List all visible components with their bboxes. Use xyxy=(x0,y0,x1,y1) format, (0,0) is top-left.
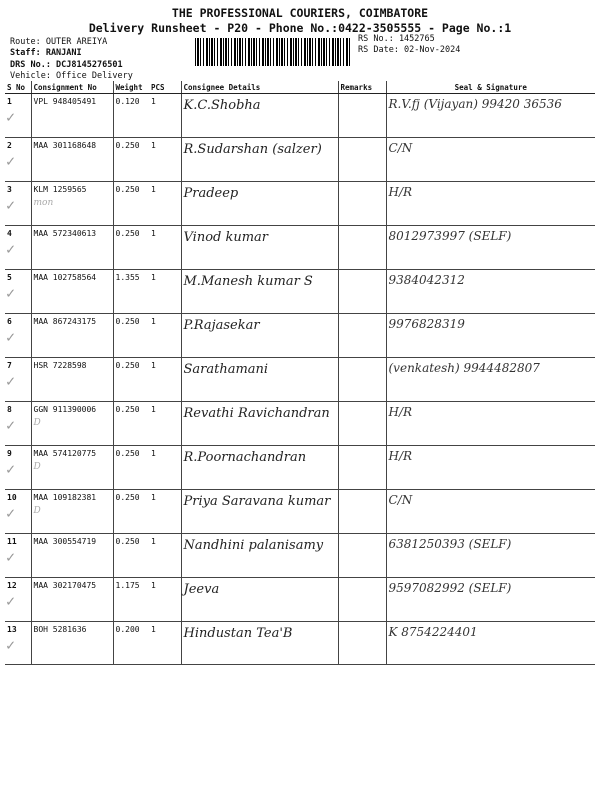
table-row xyxy=(5,490,595,534)
row-sno xyxy=(5,226,31,270)
row-consignment-no-text: MAA 302170475 xyxy=(33,581,97,590)
row-consignee-text: Revathi Ravichandran xyxy=(183,406,330,421)
row-sno xyxy=(5,270,31,314)
col-header-remarks: Remarks xyxy=(338,81,386,94)
table-row xyxy=(5,226,595,270)
row-consignment-no xyxy=(31,446,113,490)
row-consignment-no xyxy=(31,490,113,534)
row-pcs xyxy=(149,94,181,138)
row-signature xyxy=(386,226,595,270)
row-signature xyxy=(386,490,595,534)
check-mark-icon: ✓ xyxy=(6,636,16,654)
check-mark-icon: ✓ xyxy=(6,372,16,390)
row-consignment-no-text: VPL 948405491 xyxy=(33,97,97,106)
row-weight-text: 0.200 xyxy=(115,625,140,634)
row-consignee xyxy=(181,182,338,226)
row-consignment-no xyxy=(31,622,113,665)
vehicle-info: Vehicle: Office Delivery xyxy=(10,71,133,81)
row-sno-text: 11 xyxy=(7,537,17,546)
row-signature xyxy=(386,446,595,490)
row-sno xyxy=(5,534,31,578)
row-sno-text: 8 xyxy=(7,405,12,414)
check-mark-icon: ✓ xyxy=(6,196,16,214)
row-weight-text: 0.250 xyxy=(115,449,140,458)
row-remarks xyxy=(338,490,386,534)
row-weight-text: 0.120 xyxy=(115,97,140,106)
barcode-icon xyxy=(195,38,350,66)
row-sno-text: 2 xyxy=(7,141,12,150)
row-signature xyxy=(386,622,595,665)
row-consignee-text: Hindustan Tea'B xyxy=(183,626,293,641)
row-signature xyxy=(386,314,595,358)
row-consignment-no-text: MAA 102758564 xyxy=(33,273,97,282)
row-consignee xyxy=(181,270,338,314)
row-consignment-no-text: HSR 7228598 xyxy=(33,361,87,370)
row-pcs xyxy=(149,534,181,578)
row-pcs xyxy=(149,358,181,402)
row-sno-text: 9 xyxy=(7,449,12,458)
row-sno-text: 7 xyxy=(7,361,12,370)
row-consignment-no xyxy=(31,270,113,314)
row-sno-text: 6 xyxy=(7,317,12,326)
row-signature-text: H/R xyxy=(388,405,413,419)
row-consignee-text: Pradeep xyxy=(183,186,239,201)
row-signature-text: H/R xyxy=(388,449,413,463)
row-pcs xyxy=(149,490,181,534)
table-row xyxy=(5,182,595,226)
row-weight-text: 0.250 xyxy=(115,185,140,194)
col-header-weight: Weight xyxy=(113,81,149,94)
staff-info: Staff: RANJANI xyxy=(10,48,82,58)
row-consignment-no xyxy=(31,534,113,578)
table-row xyxy=(5,314,595,358)
row-signature xyxy=(386,182,595,226)
row-weight xyxy=(113,490,149,534)
drs-info: DRS No.: DCJ8145276501 xyxy=(10,60,123,70)
row-pcs xyxy=(149,182,181,226)
row-pencil-note: D xyxy=(33,506,41,516)
row-pencil-note: mon xyxy=(33,198,54,208)
row-pcs xyxy=(149,138,181,182)
row-weight-text: 0.250 xyxy=(115,361,140,370)
row-remarks xyxy=(338,314,386,358)
row-consignment-no xyxy=(31,138,113,182)
row-consignee xyxy=(181,402,338,446)
row-sno xyxy=(5,446,31,490)
row-consignment-no xyxy=(31,94,113,138)
row-sno-text: 1 xyxy=(7,97,12,106)
row-sno xyxy=(5,94,31,138)
rs-number: RS No.: 1452765 xyxy=(358,34,435,44)
row-signature-text: (venkatesh) 9944482807 xyxy=(388,361,540,375)
row-sno xyxy=(5,182,31,226)
row-signature xyxy=(386,138,595,182)
table-row xyxy=(5,270,595,314)
row-pencil-note: D xyxy=(33,462,41,472)
row-sno-text: 4 xyxy=(7,229,12,238)
row-consignee-text: R.Sudarshan (salzer) xyxy=(183,142,322,157)
row-weight xyxy=(113,578,149,622)
row-weight-text: 0.250 xyxy=(115,537,140,546)
row-consignment-no-text: KLM 1259565 xyxy=(33,185,87,194)
runsheet-table xyxy=(5,81,595,665)
row-consignment-no-text: MAA 574120775 xyxy=(33,449,97,458)
route-info: Route: OUTER AREIYA xyxy=(10,37,108,47)
row-weight xyxy=(113,314,149,358)
row-pcs xyxy=(149,270,181,314)
row-consignee xyxy=(181,622,338,665)
row-consignee-text: K.C.Shobha xyxy=(183,98,261,113)
row-sno xyxy=(5,622,31,665)
row-weight xyxy=(113,358,149,402)
row-pcs-text: 1 xyxy=(151,317,156,326)
row-consignment-no xyxy=(31,314,113,358)
table-row xyxy=(5,446,595,490)
check-mark-icon: ✓ xyxy=(6,548,16,566)
check-mark-icon: ✓ xyxy=(6,460,16,478)
col-header-sno: S No xyxy=(5,81,31,94)
row-consignment-no-text: MAA 300554719 xyxy=(33,537,97,546)
row-remarks xyxy=(338,446,386,490)
row-remarks xyxy=(338,182,386,226)
row-weight xyxy=(113,622,149,665)
row-remarks xyxy=(338,578,386,622)
document-subtitle: Delivery Runsheet - P20 - Phone No.:0422-3505555 - Page No.:1 xyxy=(88,21,512,35)
row-signature-text: 9597082992 (SELF) xyxy=(388,581,512,595)
row-consignee-text: Priya Saravana kumar xyxy=(183,494,331,509)
row-remarks xyxy=(338,358,386,402)
row-signature-text: 9384042312 xyxy=(388,273,465,287)
row-weight-text: 0.250 xyxy=(115,229,140,238)
row-pcs-text: 1 xyxy=(151,581,156,590)
row-pcs-text: 1 xyxy=(151,493,156,502)
row-sno xyxy=(5,314,31,358)
row-signature-text: K 8754224401 xyxy=(388,625,478,639)
row-weight xyxy=(113,402,149,446)
row-sno-text: 5 xyxy=(7,273,12,282)
row-pcs-text: 1 xyxy=(151,405,156,414)
row-signature xyxy=(386,402,595,446)
row-consignee-text: R.Poornachandran xyxy=(183,450,307,465)
row-consignee-text: Jeeva xyxy=(183,582,220,597)
row-consignee xyxy=(181,358,338,402)
row-remarks xyxy=(338,226,386,270)
table-row xyxy=(5,578,595,622)
document-title: THE PROFESSIONAL COURIERS, COIMBATORE xyxy=(171,6,429,20)
row-sno xyxy=(5,358,31,402)
row-weight-text: 0.250 xyxy=(115,405,140,414)
row-consignment-no xyxy=(31,182,113,226)
row-pcs xyxy=(149,622,181,665)
col-header-pcs: PCS xyxy=(149,81,181,94)
row-sno-text: 13 xyxy=(7,625,17,634)
row-consignee xyxy=(181,534,338,578)
col-header-consignee: Consignee Details xyxy=(181,81,338,94)
row-consignment-no-text: GGN 911390006 xyxy=(33,405,97,414)
row-consignment-no-text: BOH 5281636 xyxy=(33,625,87,634)
row-consignment-no xyxy=(31,578,113,622)
table-row xyxy=(5,622,595,665)
check-mark-icon: ✓ xyxy=(6,284,16,302)
row-pcs-text: 1 xyxy=(151,361,156,370)
row-pcs xyxy=(149,402,181,446)
row-weight-text: 1.175 xyxy=(115,581,140,590)
check-mark-icon: ✓ xyxy=(6,152,16,170)
rs-date: RS Date: 02-Nov-2024 xyxy=(358,45,461,55)
row-pcs-text: 1 xyxy=(151,229,156,238)
row-pcs-text: 1 xyxy=(151,537,156,546)
row-signature-text: C/N xyxy=(388,493,413,507)
row-pcs-text: 1 xyxy=(151,185,156,194)
row-signature xyxy=(386,94,595,138)
row-weight-text: 1.355 xyxy=(115,273,140,282)
row-consignment-no-text: MAA 572340613 xyxy=(33,229,97,238)
col-header-signature: Seal & Signature xyxy=(386,81,595,94)
table-row xyxy=(5,534,595,578)
row-signature xyxy=(386,578,595,622)
row-weight xyxy=(113,270,149,314)
col-header-consignment: Consignment No xyxy=(31,81,113,94)
row-signature-text: 8012973997 (SELF) xyxy=(388,229,512,243)
row-remarks xyxy=(338,138,386,182)
row-signature xyxy=(386,270,595,314)
row-pcs xyxy=(149,446,181,490)
row-signature-text: C/N xyxy=(388,141,413,155)
check-mark-icon: ✓ xyxy=(6,416,16,434)
row-weight xyxy=(113,182,149,226)
row-consignment-no-text: MAA 301168648 xyxy=(33,141,97,150)
check-mark-icon: ✓ xyxy=(6,592,16,610)
row-sno-text: 10 xyxy=(7,493,17,502)
row-pcs xyxy=(149,578,181,622)
row-consignment-no xyxy=(31,358,113,402)
row-weight xyxy=(113,446,149,490)
table-row xyxy=(5,402,595,446)
table-row xyxy=(5,358,595,402)
row-weight-text: 0.250 xyxy=(115,317,140,326)
table-row xyxy=(5,138,595,182)
row-signature xyxy=(386,534,595,578)
row-consignee-text: P.Rajasekar xyxy=(183,318,260,333)
row-signature-text: H/R xyxy=(388,185,413,199)
check-mark-icon: ✓ xyxy=(6,504,16,522)
row-weight xyxy=(113,226,149,270)
row-weight xyxy=(113,138,149,182)
row-weight xyxy=(113,94,149,138)
row-sno-text: 3 xyxy=(7,185,12,194)
row-consignment-no xyxy=(31,226,113,270)
row-consignment-no-text: MAA 867243175 xyxy=(33,317,97,326)
row-remarks xyxy=(338,270,386,314)
row-pcs xyxy=(149,314,181,358)
row-signature-text: 9976828319 xyxy=(388,317,465,331)
row-consignment-no-text: MAA 109182381 xyxy=(33,493,97,502)
table-row xyxy=(5,94,595,138)
row-consignee xyxy=(181,226,338,270)
row-sno xyxy=(5,402,31,446)
check-mark-icon: ✓ xyxy=(6,108,16,126)
row-remarks xyxy=(338,534,386,578)
row-consignee xyxy=(181,446,338,490)
row-consignee xyxy=(181,138,338,182)
row-pencil-note: D xyxy=(33,418,41,428)
row-consignee-text: Nandhini palanisamy xyxy=(183,538,324,553)
table-header-row xyxy=(5,81,595,94)
row-pcs-text: 1 xyxy=(151,141,156,150)
row-signature-text: 6381250393 (SELF) xyxy=(388,537,512,551)
row-consignee-text: Vinod kumar xyxy=(183,230,269,245)
row-signature xyxy=(386,358,595,402)
row-weight-text: 0.250 xyxy=(115,141,140,150)
row-weight xyxy=(113,534,149,578)
row-pcs-text: 1 xyxy=(151,273,156,282)
row-consignee xyxy=(181,314,338,358)
row-pcs-text: 1 xyxy=(151,449,156,458)
row-remarks xyxy=(338,402,386,446)
row-sno xyxy=(5,490,31,534)
row-sno xyxy=(5,578,31,622)
row-consignee xyxy=(181,578,338,622)
row-weight-text: 0.250 xyxy=(115,493,140,502)
row-consignee xyxy=(181,94,338,138)
row-consignee-text: M.Manesh kumar S xyxy=(183,274,313,289)
row-pcs-text: 1 xyxy=(151,97,156,106)
row-consignee-text: Sarathamani xyxy=(183,362,269,377)
row-pcs-text: 1 xyxy=(151,625,156,634)
row-signature-text: R.V.fj (Vijayan) 99420 36536 xyxy=(388,97,562,111)
check-mark-icon: ✓ xyxy=(6,328,16,346)
row-sno-text: 12 xyxy=(7,581,17,590)
check-mark-icon: ✓ xyxy=(6,240,16,258)
row-remarks xyxy=(338,622,386,665)
row-remarks xyxy=(338,94,386,138)
row-sno xyxy=(5,138,31,182)
row-pcs xyxy=(149,226,181,270)
row-consignment-no xyxy=(31,402,113,446)
row-consignee xyxy=(181,490,338,534)
